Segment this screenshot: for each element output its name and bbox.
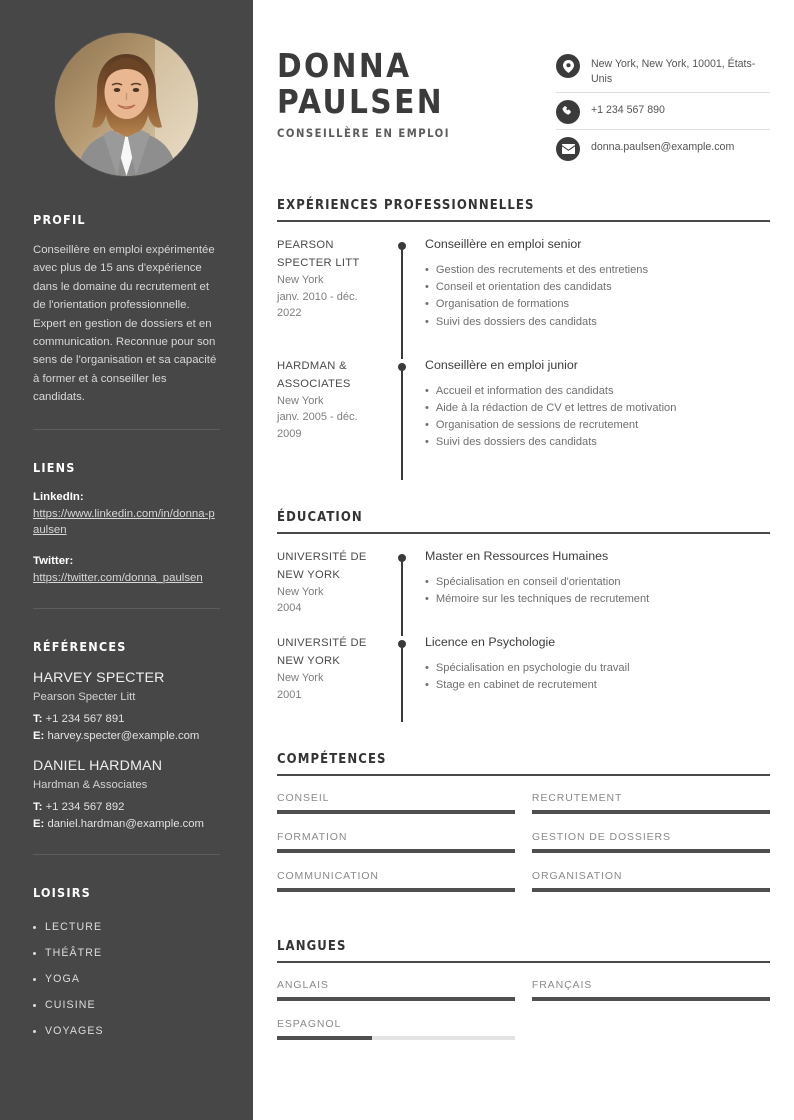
contact-row-phone — [556, 92, 770, 129]
bullet-icon: • — [425, 592, 429, 605]
last-name: PAULSEN — [277, 82, 445, 121]
entry-dates: 2001 — [277, 688, 302, 701]
skill-item — [532, 868, 770, 892]
bullet-dot-icon — [33, 1004, 36, 1007]
entry-meta — [277, 236, 395, 357]
section-heading-experience: EXPÉRIENCES PROFESSIONNELLES — [277, 198, 535, 213]
contact-row-address — [556, 54, 770, 92]
entry-title: Licence en Psychologie — [425, 635, 556, 650]
bullet-text: Accueil et information des candidats — [435, 384, 614, 397]
language-fill — [277, 997, 515, 1001]
entry-bullet — [425, 383, 770, 400]
entry-bullet — [425, 434, 770, 451]
bullet-dot-icon — [33, 978, 36, 981]
identity-block — [277, 48, 542, 166]
skill-fill — [532, 888, 770, 892]
skill-item — [277, 829, 515, 853]
sidebar-heading-references: RÉFÉRENCES — [33, 639, 127, 655]
entry-organization: UNIVERSITÉ DE NEW YORK — [277, 550, 367, 581]
entry-title: Master en Ressources Humaines — [425, 548, 609, 563]
divider — [33, 854, 220, 855]
bullet-icon: • — [425, 281, 429, 294]
hobby-label: THÉÂTRE — [45, 947, 103, 960]
entry-bullet — [425, 296, 770, 313]
language-label: ESPAGNOL — [277, 1018, 342, 1031]
entry-bullet — [425, 279, 770, 296]
entry-body — [417, 548, 770, 634]
section-education — [277, 510, 770, 721]
avatar-container — [0, 0, 253, 176]
bullet-icon: • — [425, 436, 429, 449]
link-item-linkedin — [33, 489, 220, 539]
language-fill — [277, 1036, 372, 1040]
contact-row-email — [556, 129, 770, 166]
section-skills — [277, 752, 770, 907]
bullet-text: Aide à la rédaction de CV et lettres de motivation — [435, 402, 677, 415]
bullet-dot-icon — [33, 926, 36, 929]
email-value: harvey.specter@example.com — [47, 729, 200, 742]
entry-location: New York — [277, 274, 324, 286]
skill-label: FORMATION — [277, 831, 348, 844]
bullet-icon: • — [425, 264, 429, 276]
reference-phone — [33, 799, 220, 816]
bullet-icon: • — [425, 298, 429, 311]
skill-label: GESTION DE DOSSIERS — [531, 831, 671, 844]
entry-bullet — [425, 262, 770, 279]
hobby-label: VOYAGES — [45, 1025, 104, 1038]
sidebar-heading-profil: PROFIL — [33, 212, 86, 227]
bullet-icon: • — [425, 419, 429, 432]
phone-label: T: — [33, 713, 43, 726]
skill-label: RECRUTEMENT — [531, 792, 623, 805]
bullet-text: Mémoire sur les techniques de recrutement — [435, 592, 650, 605]
sidebar-heading-loisirs: LOISIRS — [33, 885, 91, 901]
entry-organization: PEARSON SPECTER LITT — [277, 239, 360, 269]
education-entry — [277, 634, 770, 720]
phone-value: +1 234 567 892 — [45, 801, 125, 814]
phone-icon — [556, 100, 580, 124]
bullet-text: Stage en cabinet de recrutement — [435, 679, 597, 692]
bullet-text: Gestion des recrutements et des entretiens — [435, 264, 649, 276]
main-content — [253, 0, 794, 1120]
reference-company: Hardman & Associates — [33, 779, 148, 792]
education-entry — [277, 548, 770, 634]
skill-fill — [277, 888, 515, 892]
entry-bullet — [425, 591, 770, 608]
entry-organization: UNIVERSITÉ DE NEW YORK — [277, 637, 367, 668]
skill-item — [532, 829, 770, 853]
link-url-linkedin[interactable]: https://www.linkedin.com/in/donna-paulsen — [33, 507, 215, 537]
location-pin-icon — [556, 54, 580, 78]
list-item — [33, 940, 220, 966]
skill-fill — [532, 849, 770, 853]
bullet-text: Organisation de formations — [435, 298, 570, 311]
hobby-label: LECTURE — [45, 921, 103, 934]
skill-track — [532, 849, 770, 853]
bullet-dot-icon — [33, 1030, 36, 1033]
link-item-twitter — [33, 553, 220, 587]
skill-track — [277, 810, 515, 814]
experience-entry — [277, 236, 770, 357]
link-url-twitter[interactable]: https://twitter.com/donna_paulsen — [33, 571, 203, 584]
entry-bullet — [425, 417, 770, 434]
bullet-icon: • — [425, 315, 429, 328]
section-rule — [277, 532, 770, 534]
entry-dates: 2004 — [277, 602, 302, 615]
entry-title: Conseillère en emploi junior — [425, 357, 578, 372]
skill-fill — [277, 810, 515, 814]
bullet-text: Suivi des dossiers des candidats — [435, 315, 597, 328]
envelope-icon — [556, 137, 580, 161]
email-value: daniel.hardman@example.com — [47, 817, 204, 830]
language-track — [277, 997, 515, 1001]
sidebar — [0, 0, 253, 1120]
skills-grid — [277, 790, 770, 907]
entry-location: New York — [277, 585, 324, 598]
entry-location: New York — [277, 672, 324, 685]
entry-meta — [277, 634, 395, 720]
list-item — [33, 1018, 220, 1044]
skill-track — [532, 810, 770, 814]
language-item — [277, 1016, 515, 1040]
skill-label: ORGANISATION — [531, 870, 623, 883]
bullet-dot-icon — [33, 952, 36, 955]
skill-track — [532, 888, 770, 892]
contact-email: donna.paulsen@example.com — [591, 141, 735, 153]
reference-email — [33, 728, 220, 745]
language-label: ANGLAIS — [277, 979, 329, 992]
list-item — [33, 966, 220, 992]
skill-item — [532, 790, 770, 814]
skill-label: COMMUNICATION — [277, 870, 379, 883]
section-rule — [277, 774, 770, 776]
language-item — [277, 977, 515, 1001]
section-rule — [277, 220, 770, 222]
skill-fill — [532, 810, 770, 814]
bullet-text: Organisation de sessions de recrutement — [435, 419, 639, 432]
avatar — [55, 33, 198, 176]
profil-text: Conseillère en emploi expérimentée avec plus de 15 ans d'expérience dans le domaine du recrutement et de l'orientation professionnelle. Expert en gestion de dossiers et en communication. Reconnue pour son sens de l'organisation et sa capacité à former et à conseiller les candidats. — [33, 244, 217, 404]
entry-bullet — [425, 400, 770, 417]
timeline-marker — [395, 236, 417, 357]
reference-phone — [33, 711, 220, 728]
language-track — [532, 997, 770, 1001]
timeline-marker — [395, 634, 417, 720]
entry-title: Conseillère en emploi senior — [425, 237, 582, 251]
resume-header — [277, 0, 770, 166]
skill-track — [277, 888, 515, 892]
section-heading-languages: LANGUES — [277, 939, 347, 955]
skill-item — [277, 868, 515, 892]
entry-bullet — [425, 314, 770, 331]
timeline-marker — [395, 357, 417, 478]
bullet-icon: • — [425, 575, 429, 588]
language-fill — [532, 997, 770, 1001]
timeline-line — [401, 560, 403, 636]
reference-name: DANIEL HARDMAN — [33, 758, 163, 775]
contact-address: New York, New York, 10001, États-Unis — [591, 58, 756, 85]
divider — [33, 429, 220, 430]
reference-item — [33, 668, 220, 744]
skill-label: CONSEIL — [277, 792, 330, 805]
language-label: FRANÇAIS — [531, 979, 593, 992]
list-item — [33, 914, 220, 940]
skill-item — [277, 790, 515, 814]
job-title: CONSEILLÈRE EN EMPLOI — [277, 127, 450, 140]
experience-entry — [277, 357, 770, 478]
bullet-icon: • — [425, 679, 429, 692]
entry-location: New York — [277, 394, 324, 407]
reference-email — [33, 816, 220, 833]
languages-grid — [277, 977, 770, 1055]
avatar-illustration — [55, 33, 198, 176]
section-heading-education: ÉDUCATION — [277, 509, 363, 525]
contact-phone: +1 234 567 890 — [591, 104, 665, 116]
link-label: LinkedIn: — [33, 490, 84, 503]
list-item — [33, 992, 220, 1018]
entry-dates: janv. 2010 - déc. 2022 — [277, 290, 358, 319]
section-rule — [277, 961, 770, 963]
entry-meta — [277, 357, 395, 478]
hobby-label: YOGA — [45, 973, 81, 986]
bullet-text: Suivi des dossiers des candidats — [435, 436, 597, 449]
email-label: E: — [33, 729, 45, 742]
bullet-icon: • — [425, 662, 429, 675]
section-languages — [277, 939, 770, 1055]
phone-label: T: — [33, 801, 43, 814]
reference-company: Pearson Specter Litt — [33, 691, 136, 704]
sidebar-heading-liens: LIENS — [33, 459, 76, 475]
hobby-label: CUISINE — [45, 999, 96, 1012]
reference-name: HARVEY SPECTER — [33, 670, 165, 687]
bullet-text: Spécialisation en psychologie du travail — [435, 662, 630, 675]
bullet-text: Spécialisation en conseil d'orientation — [435, 575, 621, 588]
entry-body — [417, 357, 770, 478]
divider — [33, 608, 220, 609]
entry-body — [417, 236, 770, 357]
reference-item — [33, 756, 220, 832]
entry-meta — [277, 548, 395, 634]
first-name: DONNA — [277, 46, 412, 85]
entry-organization: HARDMAN & ASSOCIATES — [277, 359, 351, 390]
link-label: Twitter: — [33, 554, 74, 567]
entry-bullet — [425, 677, 770, 694]
entry-bullet — [425, 574, 770, 591]
entry-body — [417, 634, 770, 720]
timeline-marker — [395, 548, 417, 634]
bullet-icon: • — [425, 384, 429, 397]
entry-bullet — [425, 660, 770, 677]
timeline-line — [401, 369, 403, 480]
contact-block — [542, 48, 770, 166]
section-experience — [277, 198, 770, 478]
language-item — [532, 977, 770, 1001]
timeline-line — [401, 646, 403, 722]
bullet-icon: • — [425, 402, 429, 415]
entry-dates: janv. 2005 - déc. 2009 — [277, 411, 358, 440]
language-track — [277, 1036, 515, 1040]
email-label: E: — [33, 817, 45, 830]
section-heading-skills: COMPÉTENCES — [277, 752, 387, 768]
phone-value: +1 234 567 891 — [45, 713, 125, 726]
skill-track — [277, 849, 515, 853]
bullet-text: Conseil et orientation des candidats — [435, 281, 612, 294]
timeline-line — [401, 248, 403, 359]
skill-fill — [277, 849, 515, 853]
